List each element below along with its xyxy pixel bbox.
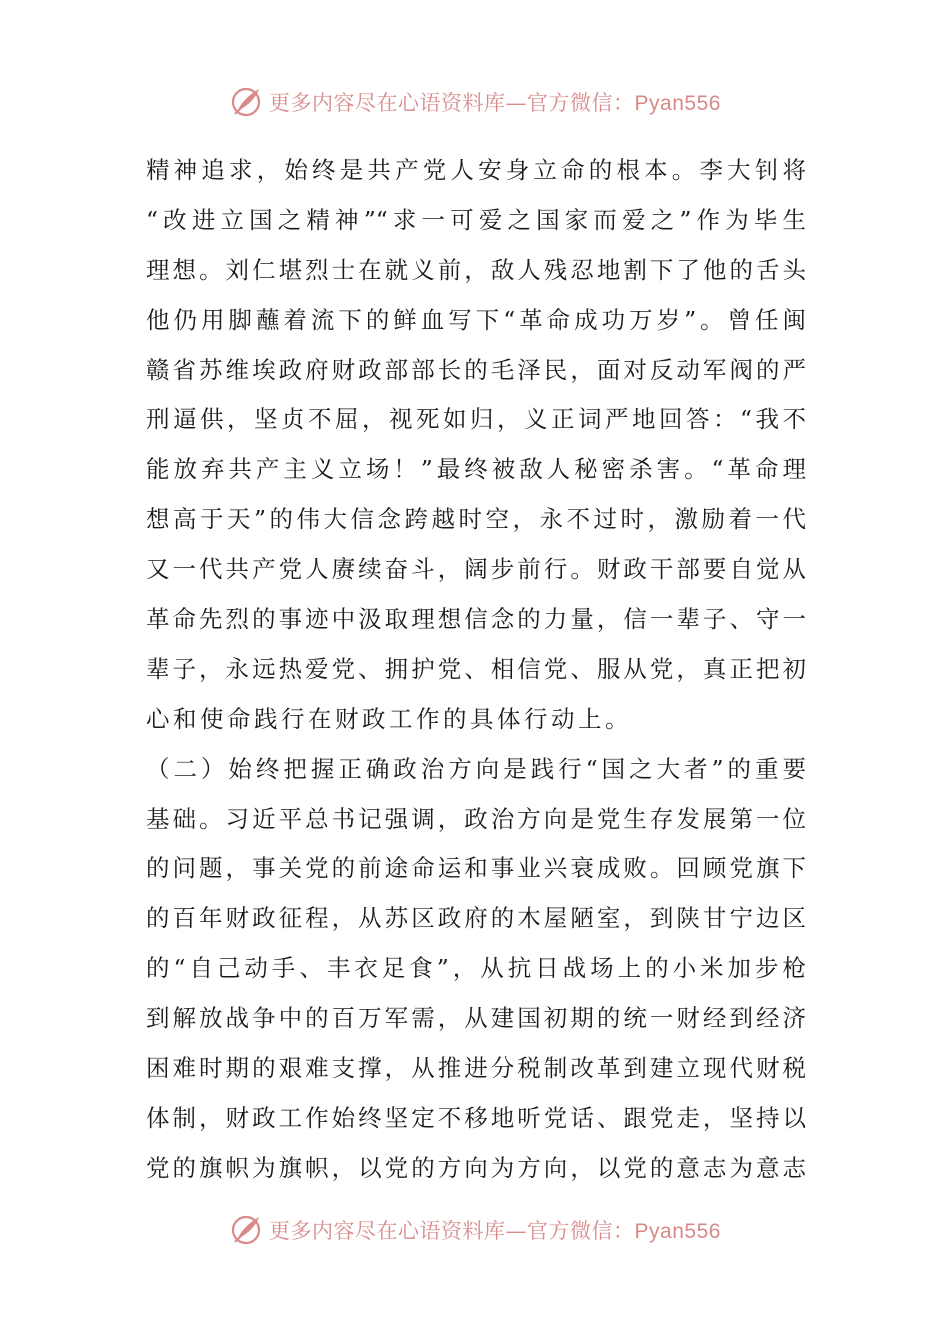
- body-line: 的问题，事关党的前途命运和事业兴衰成败。回顾党旗下: [146, 854, 806, 883]
- body-line: 的“自己动手、丰衣足食”，从抗日战场上的小米加步枪: [146, 954, 806, 983]
- feather-pen-logo-icon: [229, 1213, 263, 1247]
- footer-banner-text: [269, 1215, 721, 1245]
- footer-banner-wechat-id: Pyan556: [634, 1220, 721, 1243]
- document-body: [146, 146, 806, 1194]
- feather-pen-logo-icon: [229, 85, 263, 119]
- body-line: 辈子，永远热爱党、拥护党、相信党、服从党，真正把初: [146, 654, 806, 683]
- footer-banner-label: 更多内容尽在心语资料库—官方微信：: [269, 1219, 635, 1243]
- body-line: 赣省苏维埃政府财政部部长的毛泽民，面对反动军阀的严: [146, 355, 806, 384]
- body-line: 理想。刘仁堪烈士在就义前，敌人残忍地割下了他的舌头: [146, 255, 806, 284]
- body-line: 心和使命践行在财政工作的具体行动上。: [146, 704, 632, 733]
- body-line: 体制，财政工作始终坚定不移地听党话、跟党走，坚持以: [146, 1103, 806, 1132]
- body-line: 到解放战争中的百万军需，从建国初期的统一财经到经济: [146, 1004, 806, 1033]
- footer-banner: [0, 1210, 950, 1250]
- header-banner-label: 更多内容尽在心语资料库—官方微信：: [269, 91, 635, 115]
- body-line: 想高于天”的伟大信念跨越时空，永不过时，激励着一代: [146, 505, 806, 534]
- body-line: 他仍用脚蘸着流下的鲜血写下“革命成功万岁”。曾任闽: [146, 305, 806, 334]
- body-line: 能放弃共产主义立场！”最终被敌人秘密杀害。“革命理: [146, 455, 806, 484]
- body-line: 党的旗帜为旗帜，以党的方向为方向，以党的意志为意志: [146, 1153, 806, 1182]
- body-line: 刑逼供，坚贞不屈，视死如归，义正词严地回答：“我不: [146, 405, 806, 434]
- body-line: 基础。习近平总书记强调，政治方向是党生存发展第一位: [146, 804, 806, 833]
- body-line: （二）始终把握正确政治方向是践行“国之大者”的重要: [146, 754, 806, 783]
- body-line: 革命先烈的事迹中汲取理想信念的力量，信一辈子、守一: [146, 605, 806, 634]
- header-banner-wechat-id: Pyan556: [634, 92, 721, 115]
- body-line: “改进立国之精神”“求一可爱之国家而爱之”作为毕生: [146, 205, 806, 234]
- header-banner-text: [269, 87, 721, 117]
- body-line: 又一代共产党人赓续奋斗，阔步前行。财政干部要自觉从: [146, 555, 806, 584]
- body-line: 的百年财政征程，从苏区政府的木屋陋室，到陕甘宁边区: [146, 904, 806, 933]
- body-line: 精神追求，始终是共产党人安身立命的根本。李大钊将: [146, 156, 806, 184]
- header-banner: [0, 82, 950, 122]
- body-line: 困难时期的艰难支撑，从推进分税制改革到建立现代财税: [146, 1054, 806, 1083]
